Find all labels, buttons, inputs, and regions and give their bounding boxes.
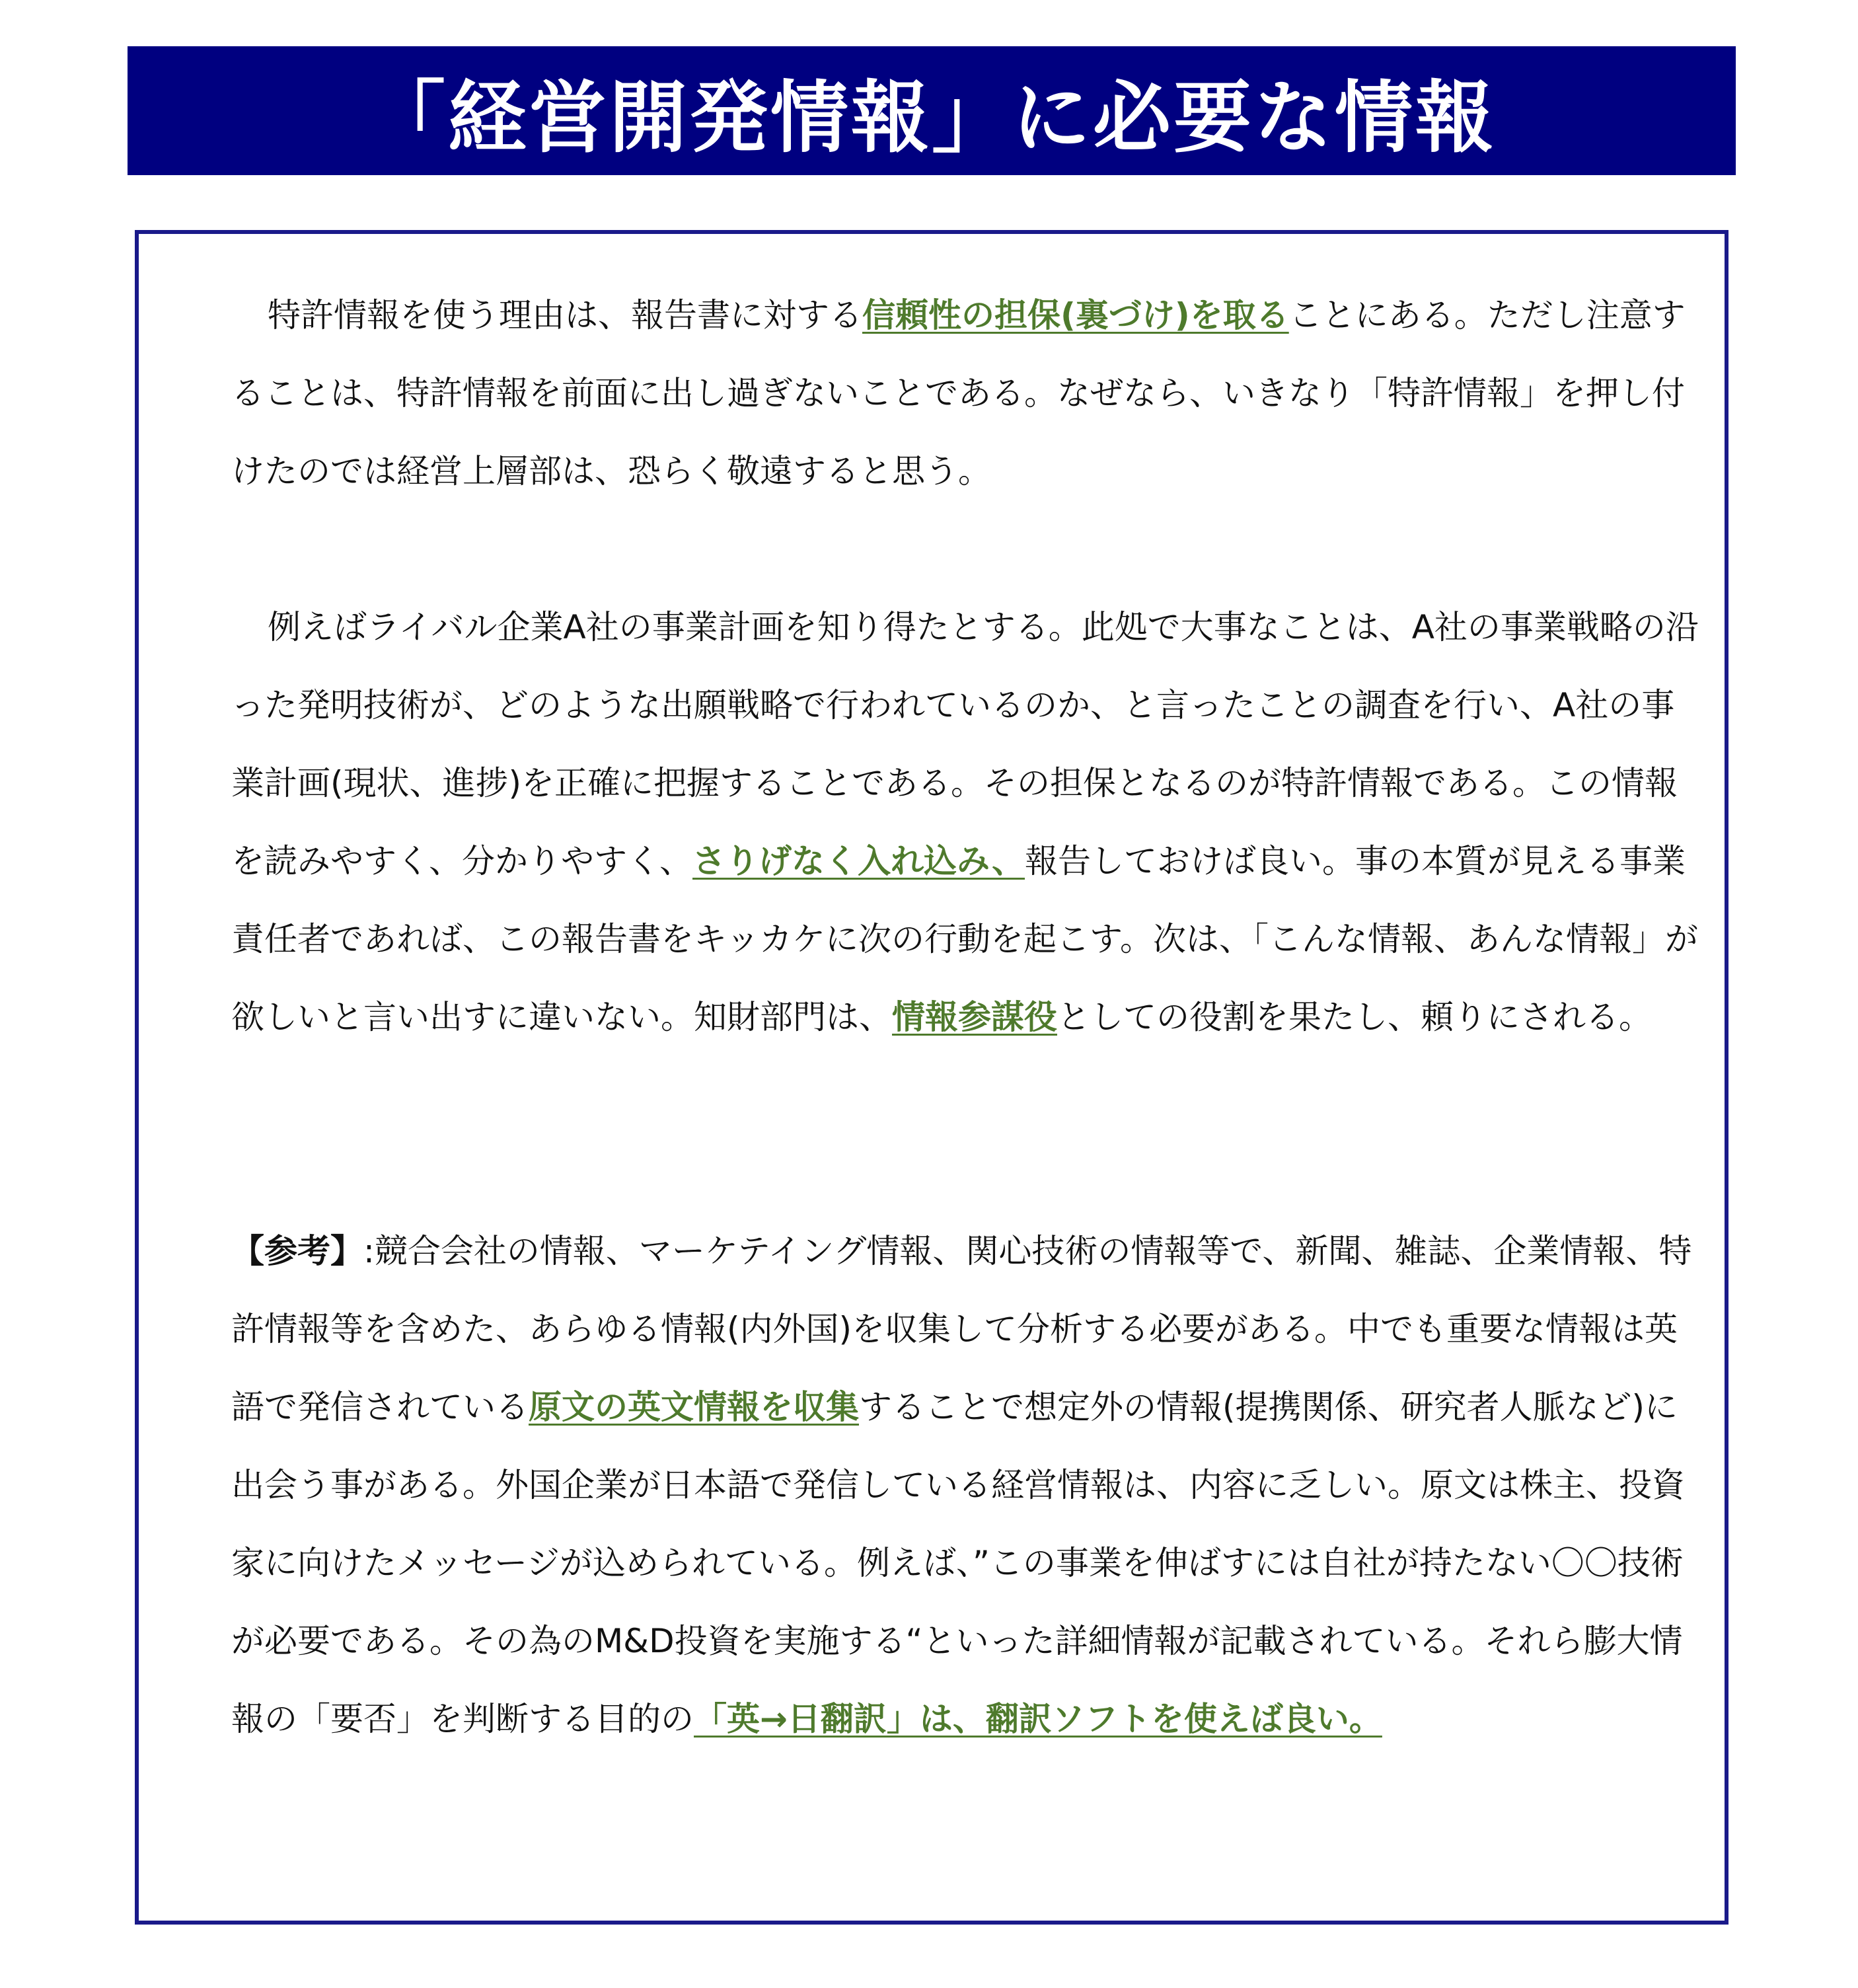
highlight-phrase: 「英→日翻訳」は、翻訳ソフトを使えば良い。: [694, 1700, 1382, 1738]
paragraph-example: [231, 588, 1705, 1056]
highlight-phrase: さりげなく入れ込み、: [692, 842, 1025, 880]
paragraph-text: 例えばライバル企業A社の事業計画を知り得たとする。此処で大事なことは、A社の事業戦略の沿った発明技術が、どのような出願戦略で行われているのか、と言ったことの調査を行い、A社の事業計画(現状、進捗)を正確に把握することである。その担保となるのが特許情報である。この情報を読みやすく、分かりやすく、: [231, 608, 1699, 880]
highlight-phrase: 信頼性の担保(裏づけ)を取る: [862, 296, 1289, 334]
reference-label: 【参考】: [231, 1232, 363, 1270]
paragraph-text: ことにある。ただし注意することは、特許情報を前面に出し過ぎないことである。なぜなら、いきなり「特許情報」を押し付けたのでは経営上層部は、恐らく敬遠すると思う。: [231, 296, 1686, 490]
paragraph-reference: [231, 1212, 1705, 1758]
highlight-phrase: 情報参謀役: [892, 998, 1057, 1036]
content-box: [135, 230, 1728, 1925]
highlight-phrase: 原文の英文情報を収集: [529, 1388, 859, 1426]
title-banner: [128, 46, 1736, 175]
page-title: 「経営開発情報」に必要な情報: [367, 71, 1496, 163]
paragraph-patent-reason: [231, 276, 1705, 510]
paragraph-text: 報告しておけば良い。事の本質が見える事業責任者であれば、この報告書をキッカケに次の行動を起こす。次は、「こんな情報、あんな情報」が欲しいと言い出すに違いない。知財部門は、: [231, 842, 1698, 1036]
paragraph-text: としての役割を果たし、頼りにされる。: [1057, 998, 1652, 1036]
paragraph-text: 特許情報を使う理由は、報告書に対する: [268, 296, 862, 334]
paragraph-text: することで想定外の情報(提携関係、研究者人脈など)に出会う事がある。外国企業が日本語で発信している経営情報は、内容に乏しい。原文は株主、投資家に向けたメッセージが込められている。例えば、”この事業を伸ばすには自社が持たない〇〇技術が必要である。その為のM&D投資を実施する“といった詳細情報が記載されている。それら膨大情報の「要否」を判断する目的の: [231, 1388, 1685, 1738]
paragraph-text: :競合会社の情報、マーケテイング情報、関心技術の情報等で、新聞、雑誌、企業情報、特許情報等を含めた、あらゆる情報(内外国)を収集して分析する必要がある。中でも重要な情報は英語で発信されている: [231, 1232, 1692, 1426]
